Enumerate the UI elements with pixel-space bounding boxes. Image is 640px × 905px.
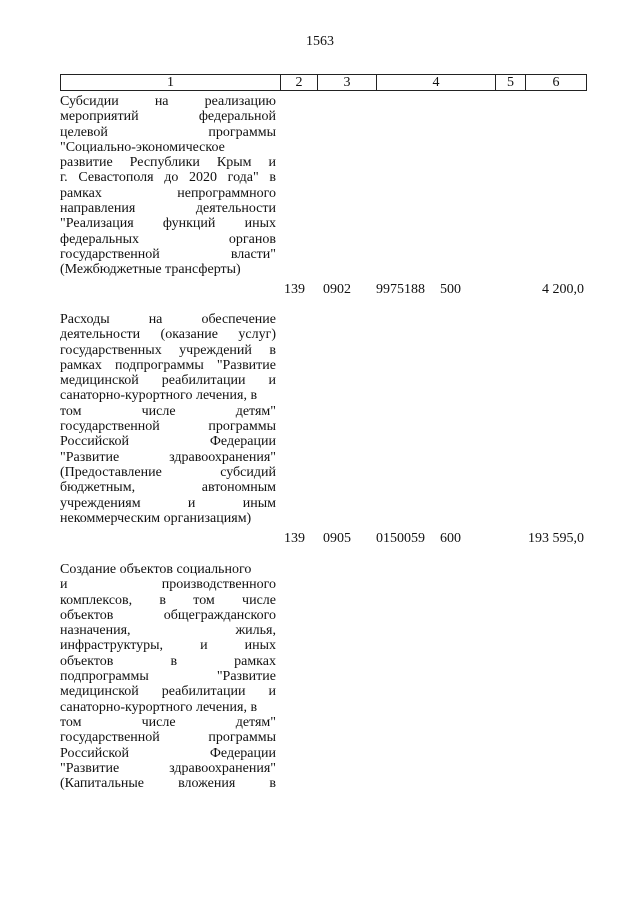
text-line: Российской Федерации — [60, 434, 276, 450]
text-line: санаторно-курортного лечения, в — [60, 388, 258, 404]
header-col-6: 6 — [552, 75, 560, 90]
text-line: Субсидии на реализацию — [60, 94, 276, 109]
row-2-col-2: 139 — [284, 531, 305, 546]
text-line: том числе детям" — [60, 714, 276, 730]
text-line: санаторно-курортного лечения, в — [60, 699, 258, 715]
table-row-2-description — [60, 312, 276, 526]
text-line: мероприятий федеральной — [60, 109, 276, 125]
text-line: медицинской реабилитации и — [60, 684, 276, 700]
header-col-1: 1 — [61, 75, 281, 90]
row-1-col-4: 9975188 — [376, 282, 425, 297]
text-line: государственной программы — [60, 419, 276, 435]
text-line: объектов в рамках — [60, 653, 276, 669]
row-2-col-4: 0150059 — [376, 531, 425, 546]
text-line: "Развитие здравоохранения" — [60, 760, 276, 776]
text-line: государственной программы — [60, 730, 276, 746]
row-1-col-3: 0902 — [323, 282, 351, 297]
page-number: 1563 — [306, 34, 334, 49]
text-line: некоммерческим организациям) — [60, 510, 252, 526]
text-line: комплексов, в том числе — [60, 592, 276, 608]
row-1-col-2: 139 — [284, 282, 305, 297]
text-line: подпрограммы "Развитие — [60, 669, 276, 685]
text-line: направления деятельности — [60, 201, 276, 217]
header-col-3: 3 — [318, 75, 377, 90]
row-2-col-6: 193 595,0 — [528, 531, 584, 546]
text-line: Российской Федерации — [60, 745, 276, 761]
text-line: учреждениям и иным — [60, 495, 276, 511]
text-line: Расходы на обеспечение — [60, 312, 276, 327]
header-col-5: 5 — [496, 75, 526, 90]
text-line: государственных учреждений в — [60, 342, 276, 358]
text-line: объектов общегражданского — [60, 607, 276, 623]
text-line: и производственного — [60, 577, 276, 593]
text-line: том числе детям" — [60, 403, 276, 419]
row-1-col-6: 4 200,0 — [542, 282, 584, 297]
text-line: назначения, жилья, — [60, 623, 276, 639]
text-line: государственной власти" — [60, 246, 276, 262]
text-line: федеральных органов — [60, 231, 276, 247]
text-line: "Реализация функций иных — [60, 216, 276, 232]
text-line: инфраструктуры, и иных — [60, 638, 276, 654]
text-line: медицинской реабилитации и — [60, 373, 276, 389]
text-line: "Развитие здравоохранения" — [60, 449, 276, 465]
row-2-col-3: 0905 — [323, 531, 351, 546]
row-2-col-5: 600 — [440, 531, 461, 546]
text-line: бюджетным, автономным — [60, 480, 276, 496]
text-line: деятельности (оказание услуг) — [60, 327, 276, 343]
row-1-col-5: 500 — [440, 282, 461, 297]
text-line: (Предоставление субсидий — [60, 464, 276, 480]
table-row-3-description — [60, 562, 276, 791]
text-line: г. Севастополя до 2020 года" в — [60, 170, 276, 186]
text-line: (Межбюджетные трансферты) — [60, 262, 241, 278]
text-line: развитие Республики Крым и — [60, 155, 276, 171]
text-line: рамках непрограммного — [60, 185, 276, 201]
header-col-4: 4 — [377, 75, 496, 90]
table-header-row — [60, 74, 587, 91]
text-line: Создание объектов социального — [60, 562, 252, 577]
text-line: рамках подпрограммы "Развитие — [60, 357, 276, 373]
header-col-2: 2 — [281, 75, 318, 90]
table-row-1-description — [60, 94, 276, 278]
text-line: целевой программы — [60, 124, 276, 140]
text-line: (Капитальные вложения в — [60, 776, 276, 792]
text-line: "Социально-экономическое — [60, 139, 225, 155]
